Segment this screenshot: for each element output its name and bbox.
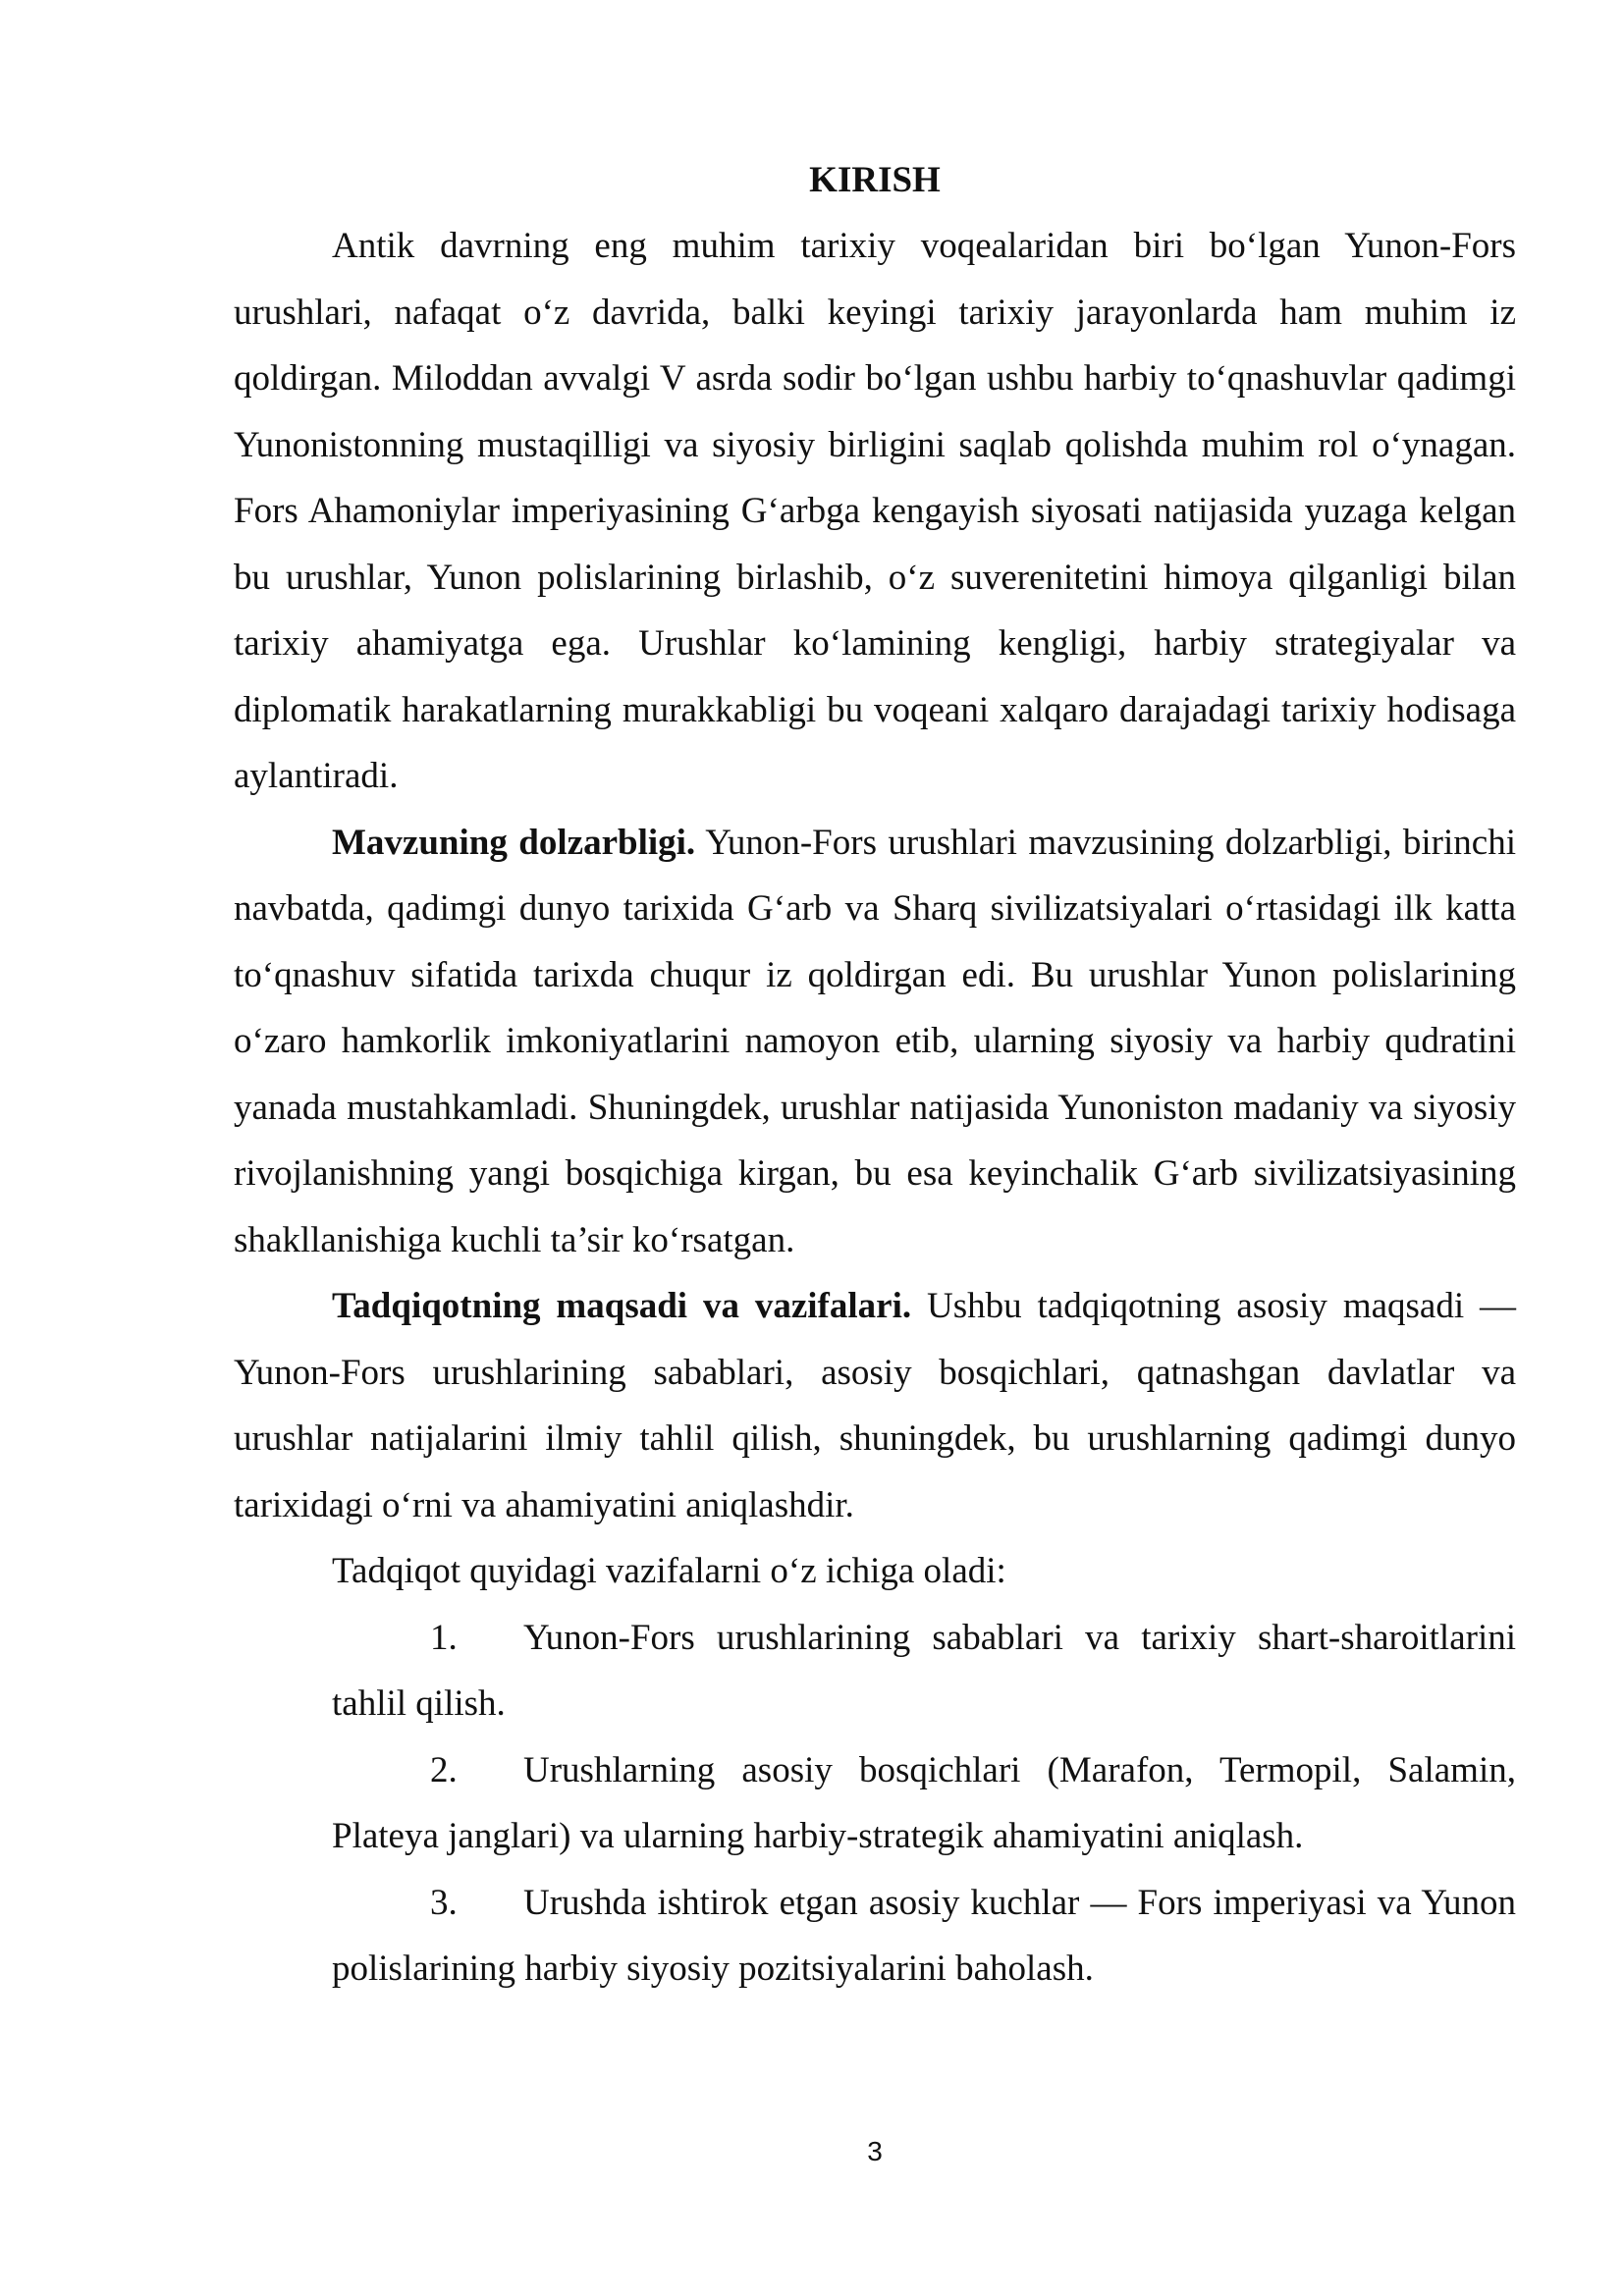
page-title: KIRISH — [809, 160, 941, 200]
document-page — [234, 0, 1516, 2296]
document-body — [234, 213, 1516, 2002]
task-item-3 — [234, 1870, 1516, 2002]
task-text: Urushlarning asosiy bosqichlari (Marafon, Termopil, Salamin, Plateya janglari) va ularning harbiy-strategik ahamiyatini aniqlash. — [332, 1749, 1516, 1856]
goals-paragraph — [234, 1273, 1516, 1538]
page-number: 3 — [867, 2136, 883, 2166]
tasks-intro: Tadqiqot quyidagi vazifalarni o‘z ichiga oladi: — [332, 1551, 1006, 1591]
goals-text: Ushbu tadqiqotning asosiy maqsadi — Yunon-Fors urushlarining sabablari, asosiy bosqichlari, qatnashgan davlatlar va urushlar natijalarini ilmiy tahlil qilish, shuningdek, bu urushlarning qadimgi dunyo tarixidagi o‘rni va ahamiyatini aniqlashdir. — [234, 1286, 1517, 1525]
intro-paragraph: Antik davrning eng muhim tarixiy voqealaridan biri bo‘lgan Yunon-Fors urushlari, nafaqat o‘z davrida, balki keyingi tarixiy jarayonlarda ham muhim iz qoldirgan. Miloddan avvalgi V asrda sodir bo‘lgan ushbu harbiy to‘qnashuvlar qadimgi Yunonistonning mustaqilligi va siyosiy birligini saqlab qolishda muhim rol o‘ynagan. Fors Ahamoniylar imperiyasining G‘arbga kengayish siyosati natijasida yuzaga kelgan bu urushlar, Yunon polislarining birlashib, o‘z suverenitetini himoya qilganligi bilan tarixiy ahamiyatga ega. Urushlar ko‘lamining kengligi, harbiy strategiyalar va diplomatik harakatlarning murakkabligi bu voqeani xalqaro darajadagi tarixiy hodisaga aylantiradi. — [234, 226, 1516, 796]
task-text: Urushda ishtirok etgan asosiy kuchlar — Fors imperiyasi va Yunon polislarining harbiy siyosiy pozitsiyalarini baholash. — [332, 1882, 1516, 1989]
task-number: 3. — [430, 1882, 458, 1923]
task-number: 1. — [430, 1617, 458, 1658]
task-number: 2. — [430, 1749, 458, 1790]
task-item-2 — [234, 1737, 1516, 1870]
task-text: Yunon-Fors urushlarining sabablari va tarixiy shart-sharoitlarini tahlil qilish. — [332, 1617, 1516, 1724]
relevance-heading: Mavzuning dolzarbligi. — [332, 822, 696, 863]
relevance-text: Yunon-Fors urushlari mavzusining dolzarbligi, birinchi navbatda, qadimgi dunyo tarixida G‘arb va Sharq sivilizatsiyalari o‘rtasidagi ilk katta to‘qnashuv sifatida tarixda chuqur iz qoldirgan edi. Bu urushlar Yunon polislarining o‘zaro hamkorlik imkoniyatlarini namoyon etib, ularning siyosiy va harbiy qudratini yanada mustahkamladi. Shuningdek, urushlar natijasida Yunoniston madaniy va siyosiy rivojlanishning yangi bosqichiga kirgan, bu esa keyinchalik G‘arb sivilizatsiyasining shakllanishiga kuchli ta’sir ko‘rsatgan. — [234, 822, 1516, 1260]
relevance-paragraph — [234, 810, 1516, 1274]
goals-heading: Tadqiqotning maqsadi va vazifalari. — [332, 1286, 912, 1326]
task-item-1 — [234, 1605, 1516, 1737]
